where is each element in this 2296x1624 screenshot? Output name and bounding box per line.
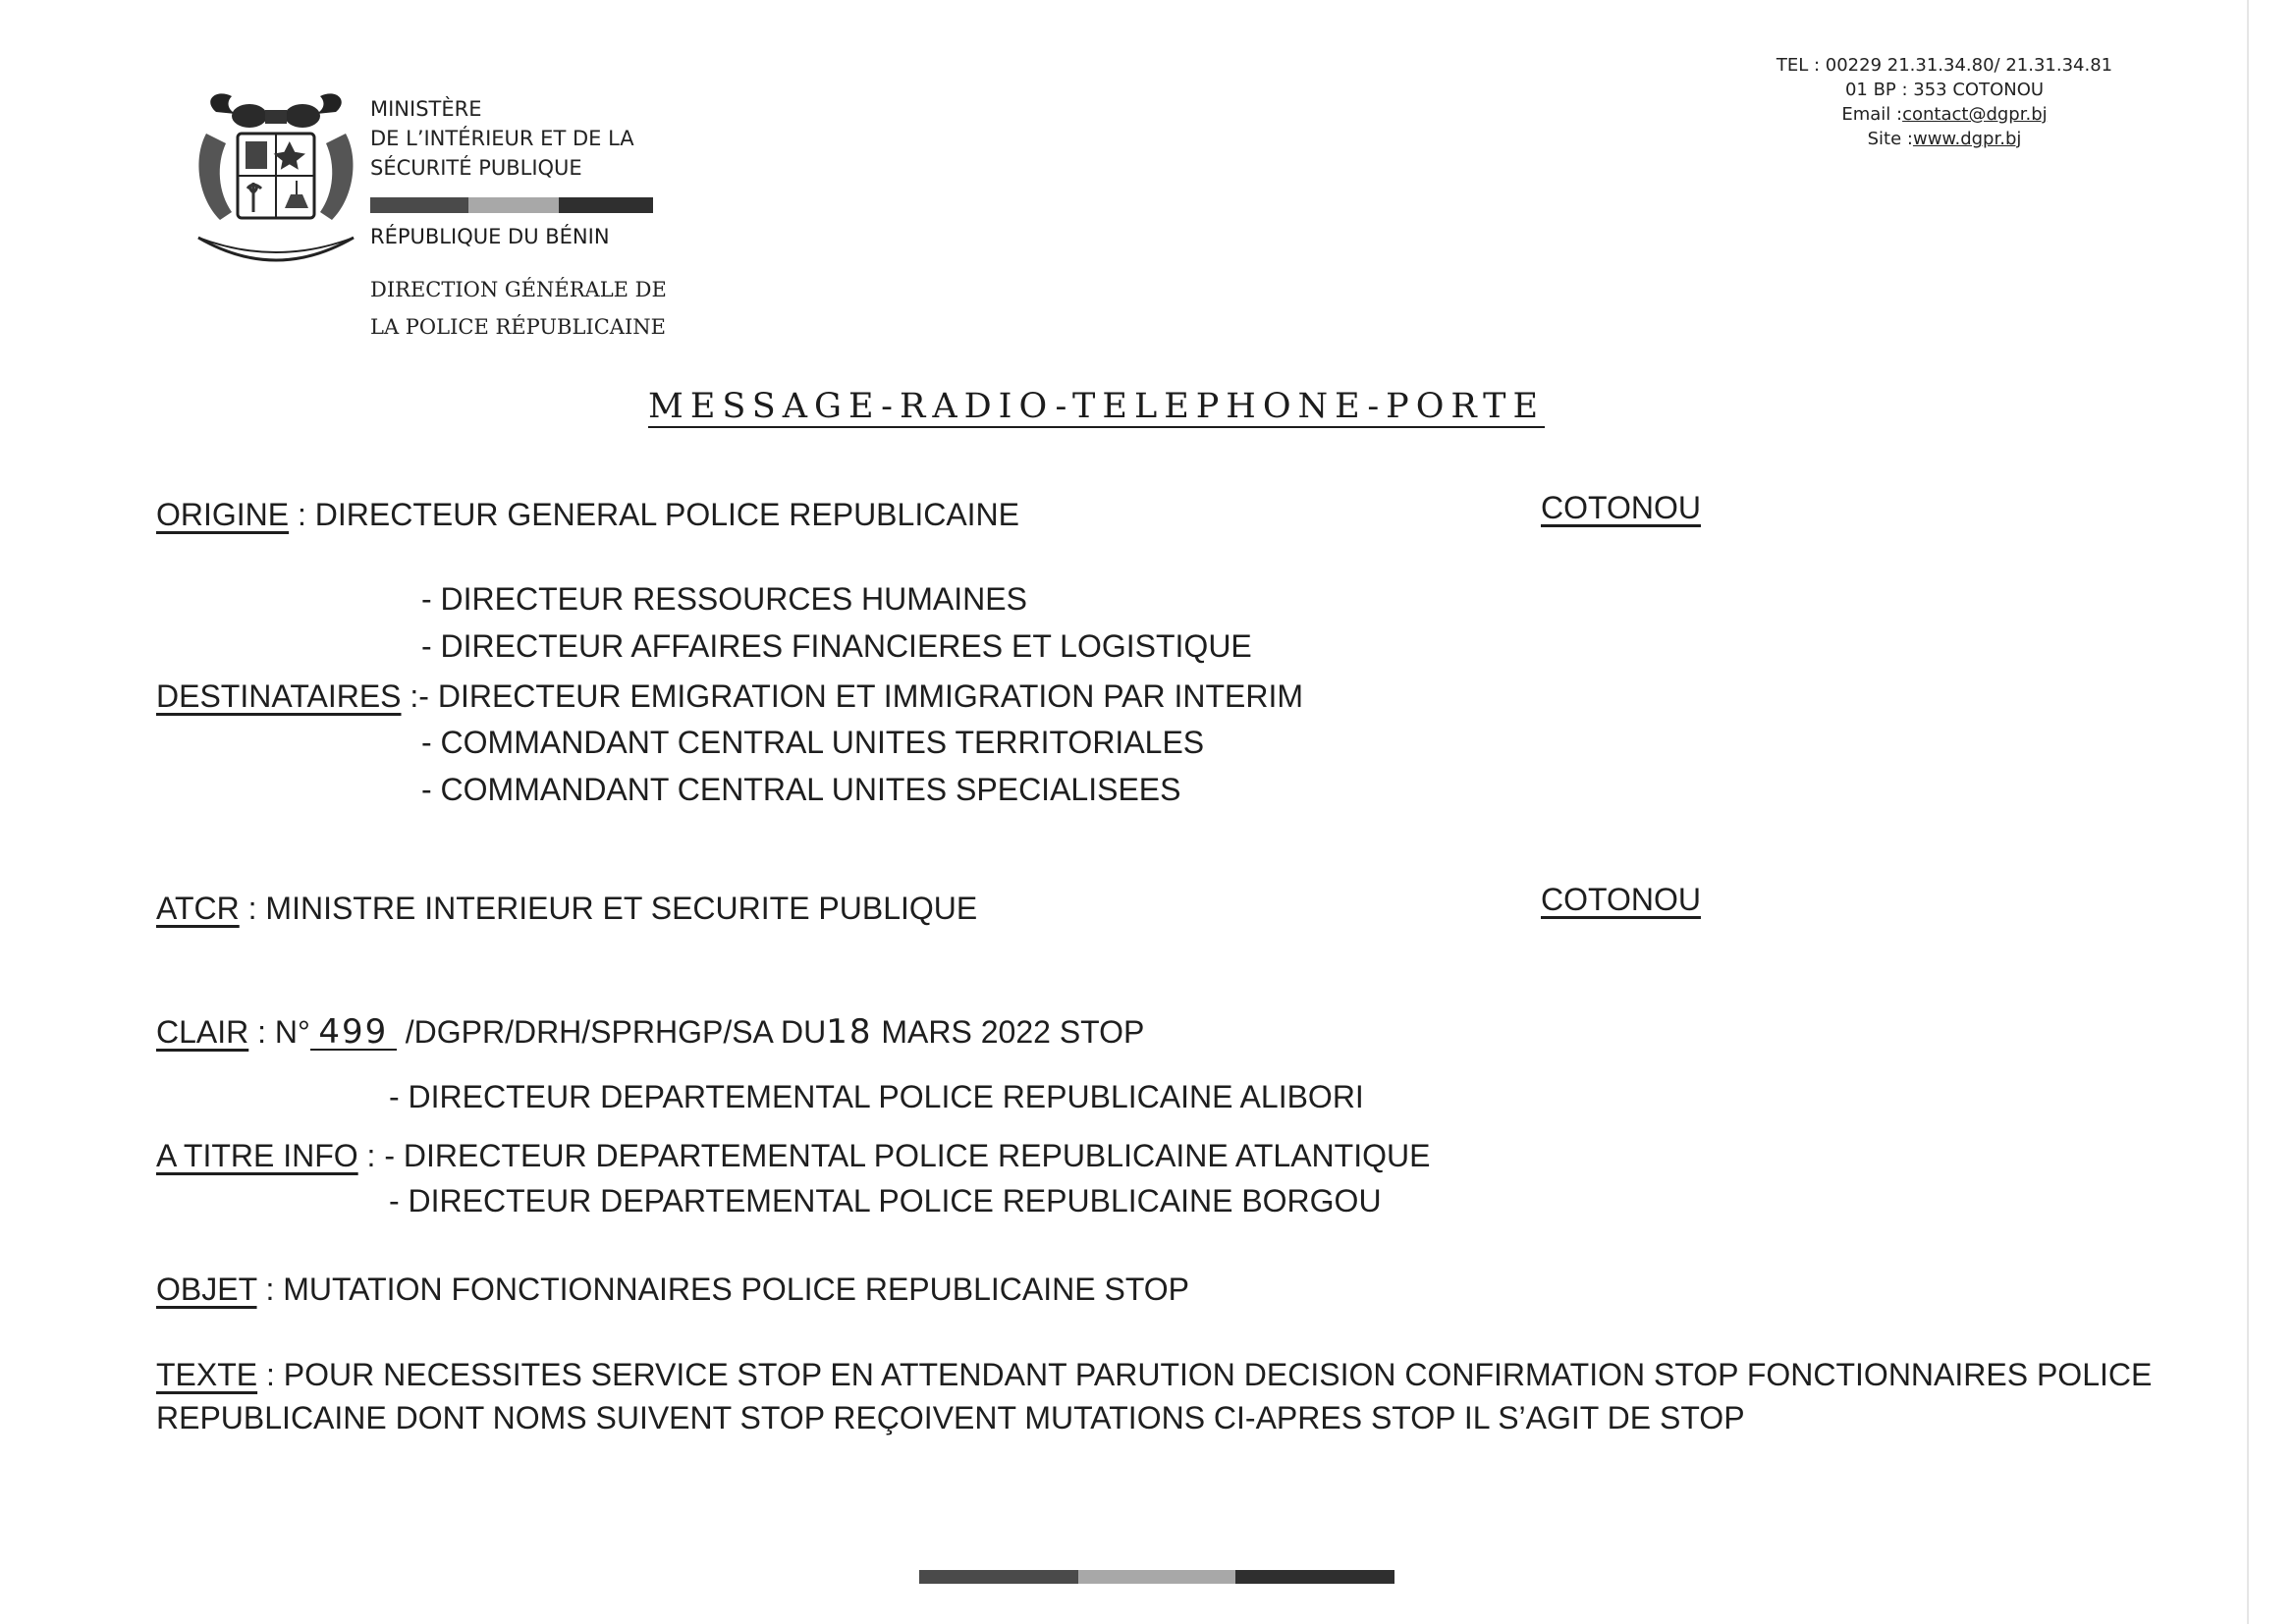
- email-link[interactable]: contact@dgpr.bj: [1902, 104, 2048, 125]
- clair-label: CLAIR: [156, 1014, 249, 1050]
- origine-label: ORIGINE: [156, 497, 290, 532]
- clair-reference: /DGPR/DRH/SPRHGP/SA DU: [396, 1014, 827, 1050]
- atcr-line: [156, 891, 977, 927]
- clair-number-handwritten: 499: [310, 1015, 397, 1051]
- destinataire-item: - COMMANDANT CENTRAL UNITES TERRITORIALES: [421, 725, 1205, 760]
- destinataire-item: - COMMANDANT CENTRAL UNITES SPECIALISEES: [421, 772, 1181, 807]
- atcr-value: : MINISTRE INTERIEUR ET SECURITE PUBLIQUE: [239, 891, 978, 926]
- titre-info-line: A TITRE INFO : - DIRECTEUR DEPARTEMENTAL POLICE REPUBLICAINE ATLANTIQUE: [156, 1138, 1431, 1173]
- republic-name: RÉPUBLIQUE DU BÉNIN: [370, 225, 610, 248]
- destinataire-item: - DIRECTEUR AFFAIRES FINANCIERES ET LOGISTIQUE: [421, 628, 1252, 664]
- texte-line-2: REPUBLICAINE DONT NOMS SUIVENT STOP REÇOIVENT MUTATIONS CI-APRES STOP IL S’AGIT DE STOP: [156, 1400, 1745, 1435]
- origine-city: COTONOU: [1541, 490, 1701, 525]
- destinataire-item: - DIRECTEUR RESSOURCES HUMAINES: [421, 581, 1027, 617]
- contact-email: Email :contact@dgpr.bj: [1841, 104, 2048, 125]
- texte-value-1: : POUR NECESSITES SERVICE STOP EN ATTENDANT PARUTION DECISION CONFIRMATION STOP FONCTIONNAIRES POLICE: [257, 1357, 2153, 1392]
- titre-info-item: - DIRECTEUR DEPARTEMENTAL POLICE REPUBLICAINE BORGOU: [389, 1183, 1382, 1218]
- objet-line: [156, 1272, 1189, 1308]
- contact-site: Site :www.dgpr.bj: [1867, 129, 2022, 149]
- atcr-label: ATCR: [156, 891, 240, 926]
- titre-info-label: A TITRE INFO: [156, 1138, 358, 1173]
- flag-divider-top: [370, 197, 653, 213]
- direction-name: DIRECTION GÉNÉRALE DE LA POLICE RÉPUBLICAINE: [370, 278, 667, 339]
- texte-line-1: [156, 1357, 2152, 1393]
- benin-coat-of-arms-icon: [192, 90, 359, 273]
- contact-block: [1728, 53, 2160, 151]
- contact-bp: 01 BP : 353 COTONOU: [1844, 80, 2045, 100]
- contact-tel: TEL : 00229 21.31.34.80/ 21.31.34.81: [1776, 55, 2113, 76]
- ministry-name: MINISTÈRE DE L’INTÉRIEUR ET DE LA SÉCURITÉ PUBLIQUE: [370, 97, 634, 180]
- scan-edge: [2247, 0, 2249, 1624]
- origine-line: [156, 497, 1019, 533]
- clair-line: CLAIR : N° 499 /DGPR/DRH/SPRHGP/SA DU18 MARS 2022 STOP: [156, 1012, 1145, 1052]
- titre-info-item: - DIRECTEUR DEPARTEMENTAL POLICE REPUBLICAINE ATLANTIQUE: [384, 1138, 1431, 1173]
- site-link[interactable]: www.dgpr.bj: [1912, 129, 2022, 149]
- texte-label: TEXTE: [156, 1357, 258, 1392]
- objet-value: : MUTATION FONCTIONNAIRES POLICE REPUBLICAINE STOP: [256, 1272, 1190, 1307]
- clair-day-handwritten: 18: [826, 1012, 873, 1052]
- destinataires-line: DESTINATAIRES :- DIRECTEUR EMIGRATION ET IMMIGRATION PAR INTERIM: [156, 678, 1304, 714]
- clair-date: MARS 2022 STOP: [872, 1014, 1145, 1050]
- origine-value: : DIRECTEUR GENERAL POLICE REPUBLICAINE: [289, 497, 1019, 532]
- destinataires-label: DESTINATAIRES: [156, 678, 402, 714]
- document-title: MESSAGE-RADIO-TELEPHONE-PORTE: [648, 387, 1546, 426]
- flag-divider-bottom: [919, 1570, 1394, 1584]
- objet-label: OBJET: [156, 1272, 257, 1307]
- titre-info-item: - DIRECTEUR DEPARTEMENTAL POLICE REPUBLICAINE ALIBORI: [389, 1079, 1364, 1114]
- atcr-city: COTONOU: [1541, 882, 1701, 917]
- destinataire-item: - DIRECTEUR EMIGRATION ET IMMIGRATION PAR INTERIM: [418, 678, 1304, 714]
